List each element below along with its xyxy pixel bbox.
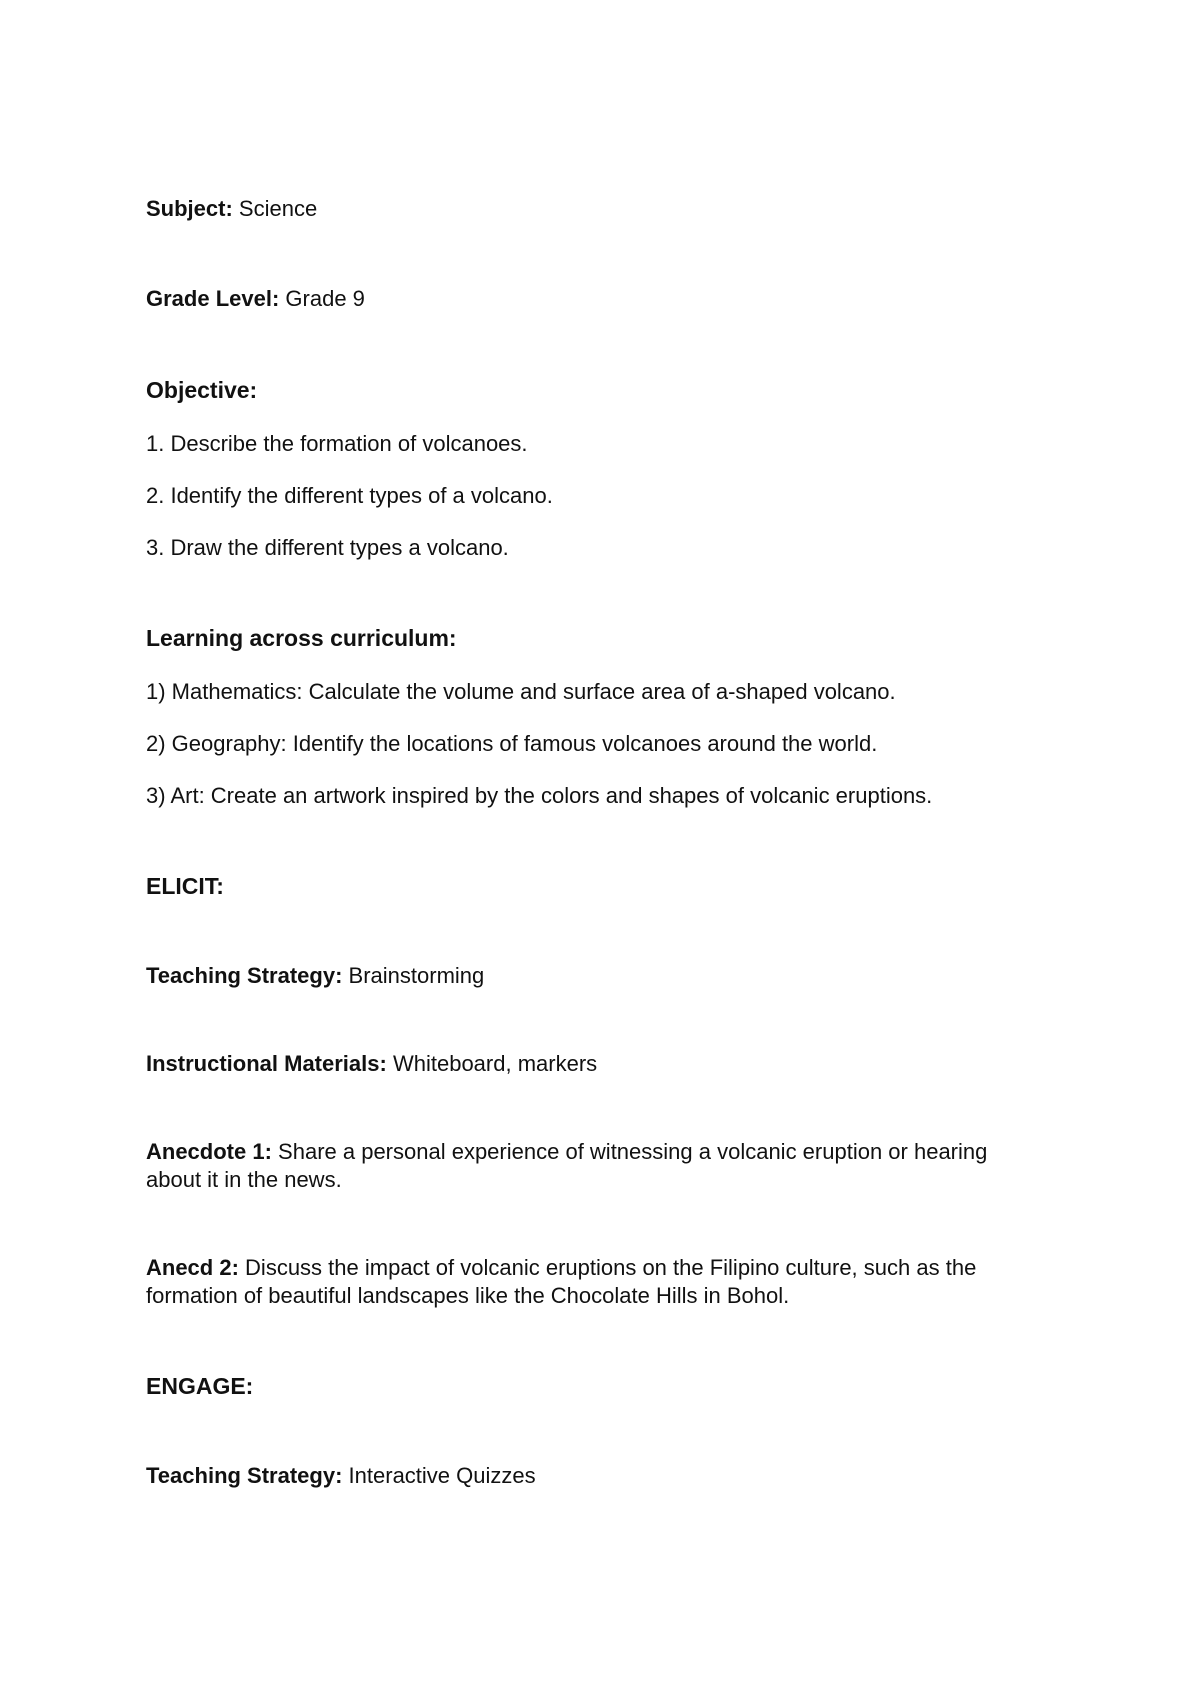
curriculum-item: 3) Art: Create an artwork inspired by the colors and shapes of volcanic eruptions.	[146, 783, 933, 808]
elicit-teaching-strategy	[146, 962, 484, 990]
curriculum-item: 2) Geography: Identify the locations of famous volcanoes around the world.	[146, 731, 878, 756]
engage-teaching-strategy	[146, 1462, 536, 1490]
anecdote-1-label: Anecdote 1:	[146, 1139, 272, 1164]
grade-level-label: Grade Level:	[146, 286, 280, 311]
teaching-strategy-label: Teaching Strategy:	[146, 963, 343, 988]
elicit-instructional-materials	[146, 1050, 597, 1078]
anecdote-1-text: Share a personal experience of witnessing a volcanic eruption or hearing about it in the news.	[146, 1139, 988, 1192]
grade-level-value: Grade 9	[285, 286, 365, 311]
subject-value: Science	[238, 196, 318, 221]
engage-heading: ENGAGE:	[146, 1373, 254, 1399]
objective-item: 3. Draw the different types a volcano.	[146, 535, 509, 560]
objective-item: 1. Describe the formation of volcanoes.	[146, 431, 528, 456]
anecdote-1	[146, 1138, 1046, 1194]
grade-level-line	[146, 285, 365, 313]
objective-heading: Objective:	[146, 377, 258, 403]
teaching-strategy-value: Interactive Quizzes	[348, 1463, 536, 1488]
objective-item: 2. Identify the different types of a volcano.	[146, 483, 553, 508]
curriculum-item: 1) Mathematics: Calculate the volume and surface area of a-shaped volcano.	[146, 679, 896, 704]
elicit-heading: ELICIT:	[146, 873, 224, 899]
instructional-materials-label: Instructional Materials:	[146, 1051, 387, 1076]
teaching-strategy-value: Brainstorming	[348, 963, 485, 988]
anecdote-2-label: Anecd 2:	[146, 1255, 239, 1280]
teaching-strategy-label: Teaching Strategy:	[146, 1463, 343, 1488]
anecdote-2	[146, 1254, 1046, 1310]
anecdote-2-text: Discuss the impact of volcanic eruptions on the Filipino culture, such as the formation of beautiful landscapes like the Chocolate Hills in Bohol.	[146, 1255, 977, 1308]
curriculum-heading: Learning across curriculum:	[146, 625, 457, 651]
document-page	[146, 0, 1066, 1696]
subject-label: Subject:	[146, 196, 233, 221]
subject-line	[146, 195, 317, 223]
instructional-materials-value: Whiteboard, markers	[392, 1051, 598, 1076]
